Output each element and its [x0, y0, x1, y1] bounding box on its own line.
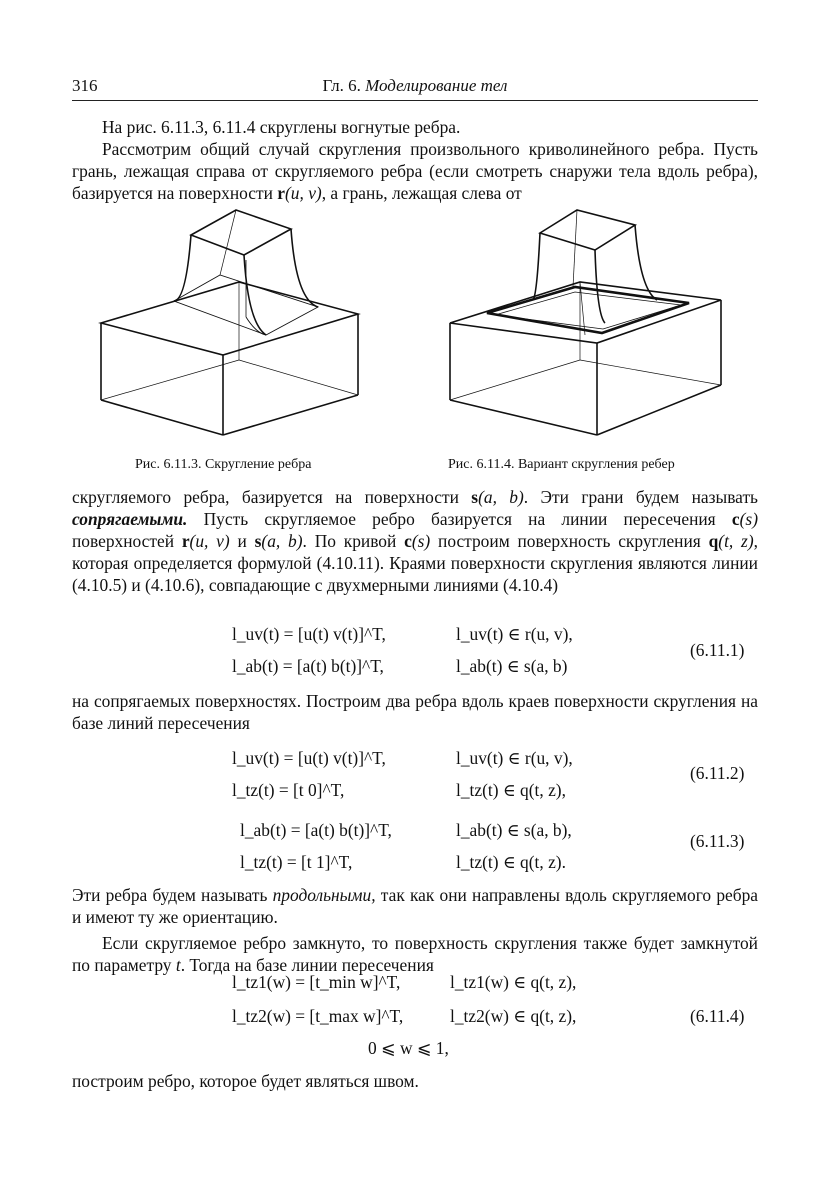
- figure-6-11-3-caption: Рис. 6.11.3. Скругление ребра: [135, 457, 312, 472]
- eq-6-11-1-l1: l_uv(t) = [u(t) v(t)]^T,: [232, 624, 386, 644]
- eq-6-11-3-number: (6.11.3): [690, 831, 745, 851]
- figure-6-11-4: [445, 205, 735, 440]
- eq-6-11-1-r2: l_ab(t) ∈ s(a, b): [456, 656, 568, 676]
- eq-6-11-2-l2: l_tz(t) = [t 0]^T,: [232, 780, 345, 800]
- eq-6-11-2-number: (6.11.2): [690, 763, 745, 783]
- para-5: Эти ребра будем называть продольными, так как они направлены вдоль скругляемого ребра и имеют ту же ориентацию.: [72, 885, 758, 927]
- figure-6-11-4-caption: Рис. 6.11.4. Вариант скругления ребер: [448, 457, 675, 472]
- eq-6-11-4-number: (6.11.4): [690, 1006, 745, 1026]
- eq-6-11-2-r2: l_tz(t) ∈ q(t, z),: [456, 780, 566, 800]
- page-number: 316: [72, 76, 98, 95]
- eq-6-11-2-l1: l_uv(t) = [u(t) v(t)]^T,: [232, 748, 386, 768]
- eq-6-11-4-r1: l_tz1(w) ∈ q(t, z),: [450, 972, 577, 992]
- para-4: на сопрягаемых поверхностях. Построим два ребра вдоль краев поверхности скругления на базе линий пересечения: [72, 691, 758, 733]
- eq-6-11-4-l2: l_tz2(w) = [t_max w]^T,: [232, 1006, 404, 1026]
- para-3: скругляемого ребра, базируется на поверхности s(a, b). Эти грани будем называть сопрягаемыми. Пусть скругляемое ребро базируется на линии пересечения c(s) поверхностей r(u, v) и s(a, b). По кривой c(s) построим поверхность скругления q(t, z), которая определяется формулой (4.10.11). Краями поверхности скругления являются линии (4.10.5) и (4.10.6), совпадающие с двухмерными линиями (4.10.4): [72, 487, 758, 595]
- running-title: Гл. 6. Моделирование тел: [322, 76, 508, 95]
- eq-6-11-1-number: (6.11.1): [690, 640, 745, 660]
- eq-6-11-3-l2: l_tz(t) = [t 1]^T,: [240, 852, 353, 872]
- eq-6-11-3-r2: l_tz(t) ∈ q(t, z).: [456, 852, 566, 872]
- para-6: Если скругляемое ребро замкнуто, то поверхность скругления также будет замкнутой по параметру t. Тогда на базе линии пересечения: [72, 933, 758, 975]
- para-1: На рис. 6.11.3, 6.11.4 скруглены вогнутые ребра.: [102, 117, 461, 137]
- intro-text: [72, 116, 758, 204]
- eq-6-11-2-r1: l_uv(t) ∈ r(u, v),: [456, 748, 573, 768]
- eq-6-11-4-r2: l_tz2(w) ∈ q(t, z),: [450, 1006, 577, 1026]
- page-header: [72, 76, 758, 101]
- eq-6-11-1-r1: l_uv(t) ∈ r(u, v),: [456, 624, 573, 644]
- para-7: построим ребро, которое будет являться швом.: [72, 1071, 419, 1091]
- eq-6-11-4-l1: l_tz1(w) = [t_min w]^T,: [232, 972, 401, 992]
- eq-6-11-1-l2: l_ab(t) = [a(t) b(t)]^T,: [232, 656, 384, 676]
- eq-6-11-3-l1: l_ab(t) = [a(t) b(t)]^T,: [240, 820, 392, 840]
- para-5-6: [72, 884, 758, 976]
- eq-6-11-3-r1: l_ab(t) ∈ s(a, b),: [456, 820, 572, 840]
- eq-6-11-4-l3: 0 ⩽ w ⩽ 1,: [368, 1038, 449, 1058]
- para-2: Рассмотрим общий случай скругления произвольного криволинейного ребра. Пусть грань, лежащая справа от скругляемого ребра (если смотреть снаружи тела вдоль ребра), базируется на поверхности r(u, v), а грань, лежащая слева от: [72, 139, 758, 203]
- figure-6-11-3: [96, 205, 386, 440]
